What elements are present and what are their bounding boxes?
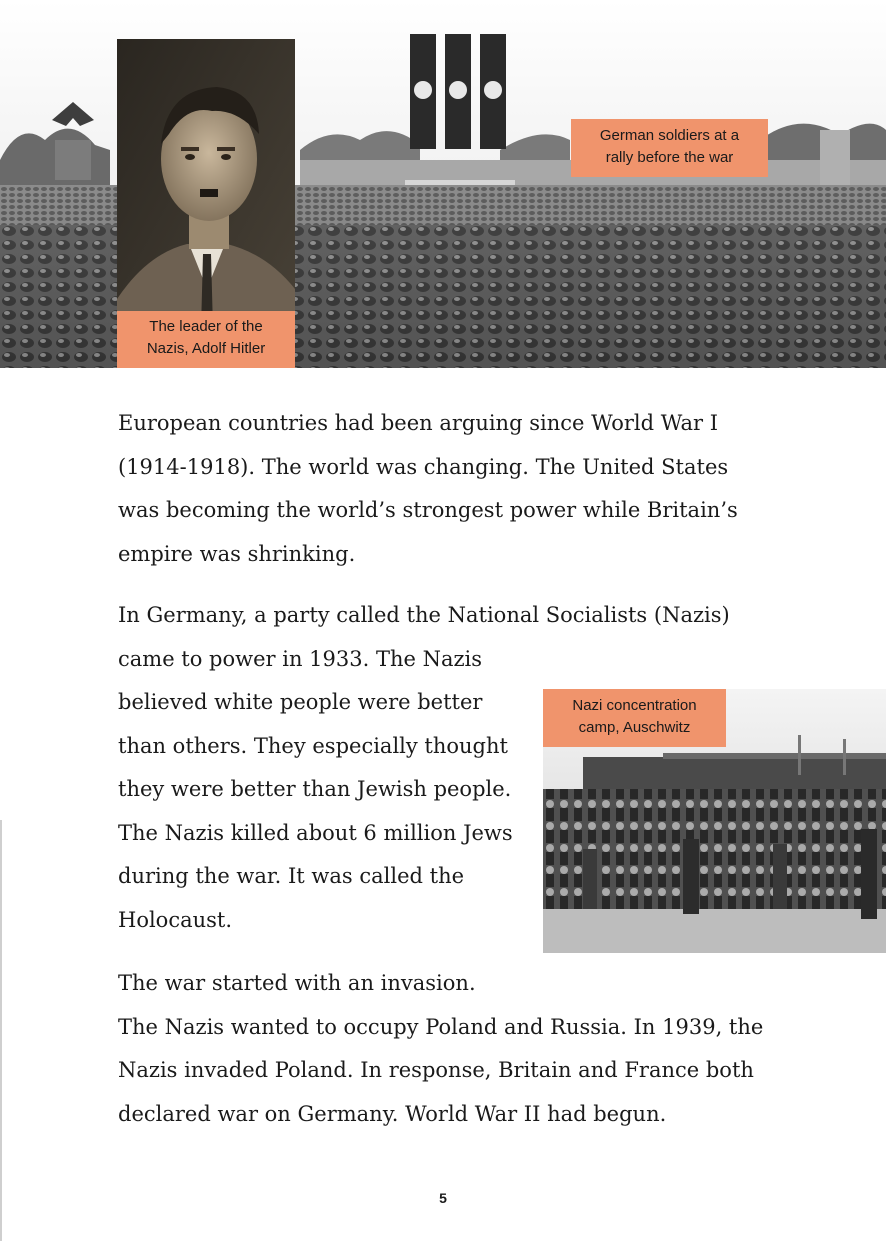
camp-caption <box>543 689 726 747</box>
paragraph-invasion <box>118 962 763 1136</box>
page-number: 5 <box>439 1190 447 1206</box>
hitler-caption-line: The leader of the <box>149 318 263 335</box>
text-line: was becoming the world’s strongest power while Britain’s <box>118 498 738 522</box>
text-line: they were better than Jewish people. <box>118 777 512 801</box>
text-line: declared war on Germany. World War II had begun. <box>118 1101 667 1126</box>
text-line: during the war. It was called the <box>118 864 465 888</box>
text-line: The war started with an invasion. <box>118 971 476 995</box>
camp-caption-line: Nazi concentration <box>572 697 697 714</box>
text-line: Holocaust. <box>118 907 233 932</box>
rally-caption-line: German soldiers at a <box>599 127 740 144</box>
camp-caption-line: camp, Auschwitz <box>578 719 691 736</box>
text-line: than others. They especially thought <box>118 733 508 758</box>
text-line: European countries had been arguing since World War I <box>118 411 719 435</box>
text-line: The Nazis killed about 6 million Jews <box>118 820 513 845</box>
rally-caption <box>571 119 768 177</box>
text-line: (1914-1918). The world was changing. The United States <box>118 454 729 479</box>
text-line: The Nazis wanted to occupy Poland and Russia. In 1939, the <box>118 1014 764 1039</box>
text-line: Nazis invaded Poland. In response, Britain and France both <box>118 1058 754 1082</box>
hitler-caption-line: Nazis, Adolf Hitler <box>146 340 266 357</box>
hitler-caption <box>117 311 295 368</box>
text-line: believed white people were better <box>118 690 483 714</box>
text-line: empire was shrinking. <box>118 541 356 566</box>
page-edge-divider <box>0 820 2 1241</box>
paragraph-intro <box>118 402 738 576</box>
text-line: In Germany, a party called the National Socialists (Nazis) <box>118 603 730 627</box>
rally-caption-line: rally before the war <box>605 149 734 166</box>
text-line: came to power in 1933. The Nazis <box>118 646 483 671</box>
